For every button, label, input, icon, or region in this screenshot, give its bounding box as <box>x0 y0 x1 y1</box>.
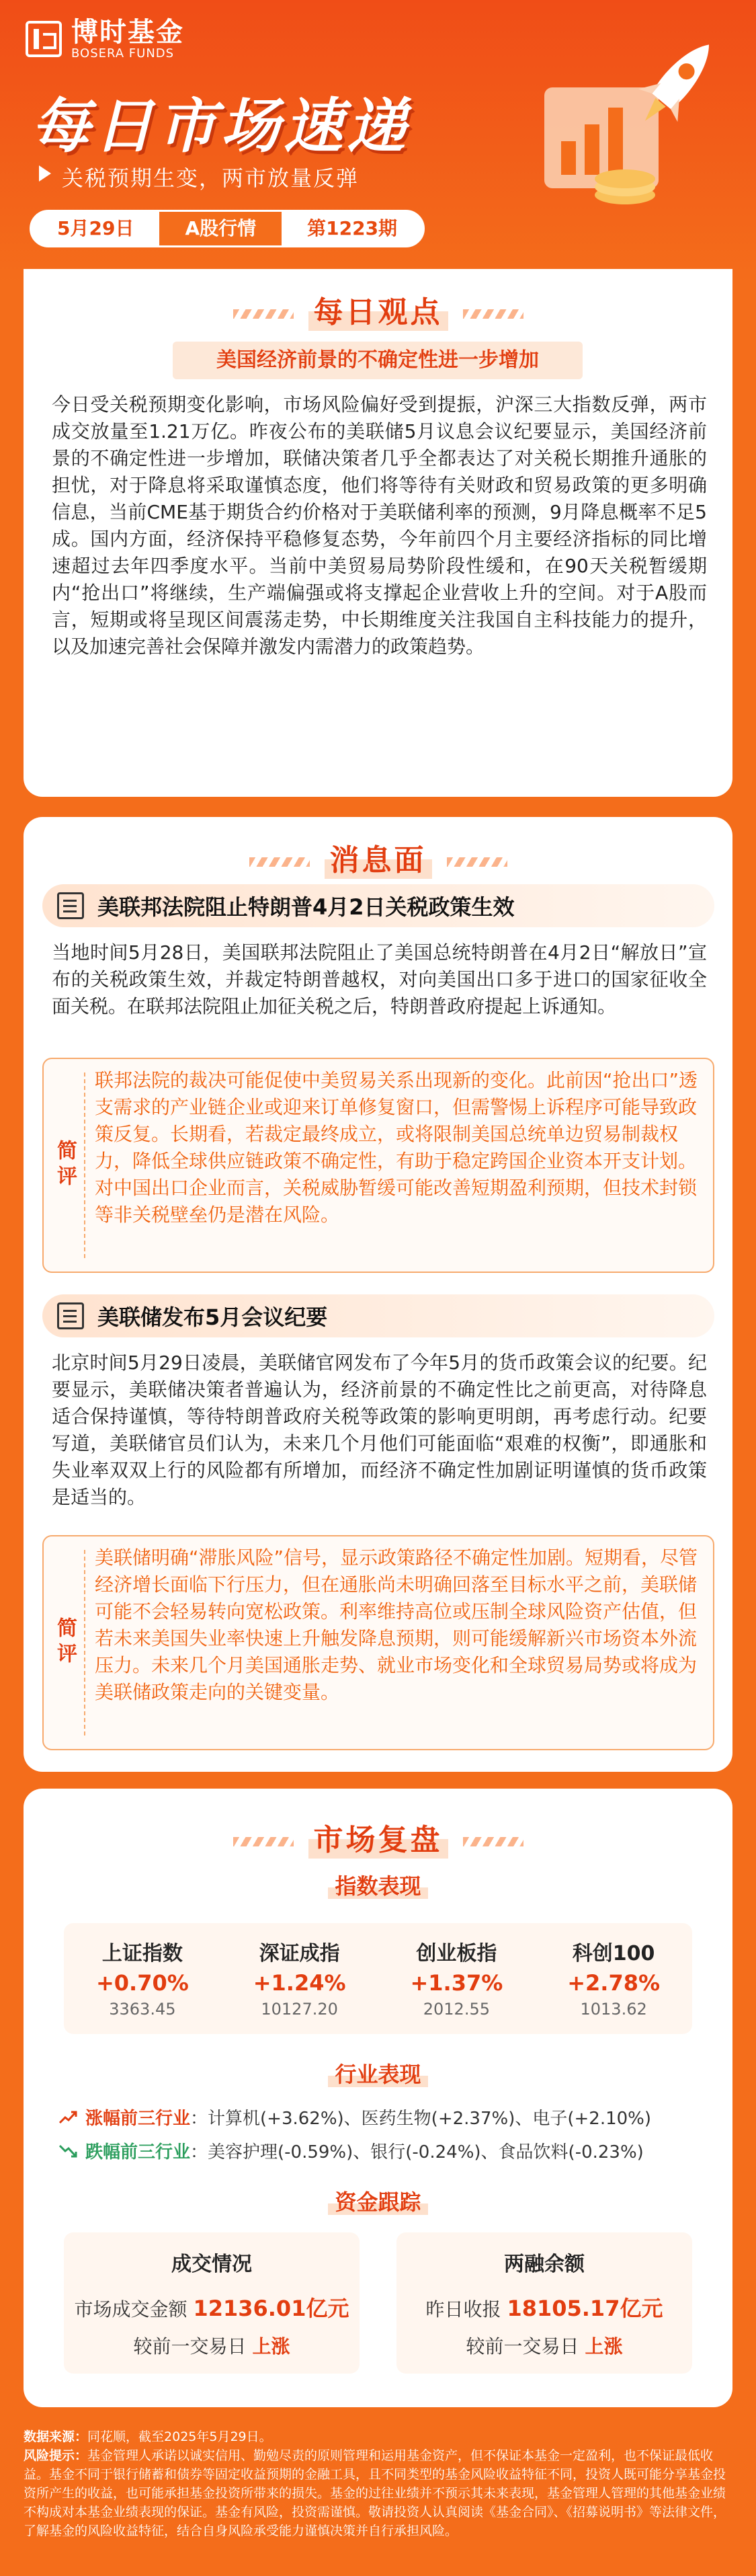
news-comment-box <box>42 1535 714 1750</box>
risk-notice: 风险提示：基金管理人承诺以诚实信用、勤勉尽责的原则管理和运用基金资产，但不保证本基金一定盈利，也不保证最低收益。基金不同于银行储蓄和债券等固定收益预期的金融工具，且不同类型的基金风险收益特征不同，投资人既可能分享基金投资所产生的收益，也可能承担基金投资所带来的损失。基金的过往业绩并不预示其未来表现，基金管理人管理的其他基金业绩不构成对本基金业绩表现的保证。基金有风险，投资需谨慎。敬请投资人认真阅读《基金合同》、《招募说明书》等法律文件，了解基金的风险收益特征，结合自身风险承受能力谨慎决策并自行承担风险。 <box>24 2448 726 2538</box>
turnover-title: 成交情况 <box>171 2253 252 2276</box>
news-section-title: 消息面 <box>24 836 732 879</box>
daily-view-headline: 美国经济前景的不确定性进一步增加 <box>173 342 583 379</box>
index-performance-panel <box>64 1923 692 2034</box>
market-section-title: 市场复盘 <box>24 1816 732 1859</box>
news-comment-text: 联邦法院的裁决可能促使中美贸易关系出现新的变化。此前因“抢出口”透支需求的产业链企业或迎来订单修复窗口，但需警惕上诉程序可能导致政策反复。长期看，若裁定最终成立，或将限制美国总统单边贸易制裁权力，降低全球供应链政策不确定性，有助于稳定跨国企业资本开支计划。对中国出口企业而言，关税威胁暂缓可能改善短期盈利预期，但技术封锁等非关税壁垒仍是潜在风险。 <box>95 1069 698 1226</box>
brand-name-en: BOSERA FUNDS <box>71 46 175 61</box>
margin-title: 两融余额 <box>504 2253 585 2276</box>
index-value: 3363.45 <box>109 2000 176 2019</box>
index-item <box>535 1923 692 2034</box>
industry-top-list: ：计算机(+3.62%)、医药生物(+2.37%)、电子(+2.10%) <box>190 2109 652 2129</box>
turnover-box <box>64 2232 360 2374</box>
issue-number: 第1223期 <box>307 217 398 239</box>
index-change: +0.70% <box>95 1970 189 1996</box>
margin-amount-line: 昨日收报 18105.17亿元 <box>425 2296 663 2321</box>
index-value: 1013.62 <box>580 2000 647 2019</box>
daily-view-card <box>24 269 732 797</box>
industry-bottom-list: ：美容护理(-0.59%)、银行(-0.24%)、食品饮料(-0.23%) <box>190 2142 644 2162</box>
news-item-title: 美联储发布5月会议纪要 <box>97 1304 328 1330</box>
brand-logo <box>26 17 184 61</box>
news-comment-text: 美联储明确“滞胀风险”信号，显示政策路径不确定性加剧。短期看，尽管经济增长面临下行压力，但在通胀尚未明确回落至目标水平之前，美联储可能不会轻易转向宽松政策。利率维持高位或压制全球风险资产估值，但若未来美国失业率快速上升触发降息预期，则可能缓解新兴市场资本外流压力。未来几个月美国通胀走势、就业市场变化和全球贸易局势或将成为美联储政策走向的关键变量。 <box>95 1547 698 1703</box>
turnover-compare-line: 较前一交易日 上涨 <box>133 2335 290 2357</box>
industry-bottom-label: 跌幅前三行业 <box>85 2142 191 2162</box>
index-name: 科创100 <box>572 1942 655 1965</box>
page-title: 每日市场速递 <box>31 91 411 161</box>
index-change: +1.24% <box>253 1970 346 1996</box>
margin-compare-line: 较前一交易日 上涨 <box>466 2335 623 2357</box>
margin-balance-box <box>396 2232 692 2374</box>
industry-subtitle: 行业表现 <box>24 2058 732 2089</box>
comment-label: 简评 <box>44 1536 85 1749</box>
index-name: 上证指数 <box>101 1942 183 1965</box>
header-banner <box>0 0 756 282</box>
index-subtitle: 指数表现 <box>24 1869 732 1900</box>
industry-bottom-row <box>58 2138 644 2163</box>
trend-up-icon <box>58 2109 77 2125</box>
bosera-logo-icon <box>26 21 62 57</box>
news-card <box>24 817 732 1772</box>
footer-disclaimer <box>24 2427 732 2540</box>
news-comment-box <box>42 1058 714 1273</box>
news-item-header <box>42 884 714 927</box>
page-subtitle: 关税预期生变，两市放量反弹 <box>62 161 359 192</box>
industry-top-row <box>58 2105 651 2130</box>
document-icon <box>57 1302 84 1329</box>
fund-subtitle: 资金跟踪 <box>24 2185 732 2216</box>
news-item-text: 当地时间5月28日，美国联邦法院阻止了美国总统特朗普在4月2日“解放日”宣布的关税政策生效，并裁定特朗普越权，对向美国出口多于进口的国家征收全面关税。在联邦法院阻止加征关税之后，特朗普政府提起上诉通知。 <box>52 941 707 1017</box>
issue-tag-bar <box>30 210 425 247</box>
news-item-header <box>42 1294 714 1337</box>
data-source: 数据来源：同花顺，截至2025年5月29日。 <box>24 2429 272 2444</box>
document-icon <box>57 892 84 919</box>
turnover-amount-line: 市场成交金额 12136.01亿元 <box>74 2296 349 2321</box>
index-item <box>378 1923 536 2034</box>
brand-name-cn: 博时基金 <box>71 17 184 48</box>
index-item <box>64 1923 221 2034</box>
industry-top-label: 涨幅前三行业 <box>85 2109 191 2129</box>
index-change: +2.78% <box>567 1970 661 1996</box>
trend-down-icon <box>58 2143 77 2159</box>
daily-view-title: 每日观点 <box>24 288 732 331</box>
rocket-chart-illustration-icon <box>524 27 739 229</box>
index-name: 创业板指 <box>416 1942 497 1965</box>
issue-category: A股行情 <box>159 212 282 245</box>
index-value: 10127.20 <box>261 2000 338 2019</box>
index-change: +1.37% <box>410 1970 503 1996</box>
market-review-card <box>24 1789 732 2407</box>
news-item-text: 北京时间5月29日凌晨，美联储官网发布了今年5月的货币政策会议的纪要。纪要显示，美联储决策者普遍认为，经济前景的不确定性比之前更高，对待降息适合保持谨慎，等待特朗普政府关税等政策的影响更明朗，再考虑行动。纪要写道，美联储官员们认为，未来几个月他们可能面临“艰难的权衡”，即通胀和失业率双双上行的风险都有所增加，而经济不确定性加剧证明谨慎的货币政策是适当的。 <box>52 1352 707 1508</box>
daily-view-text: 今日受关税预期变化影响，市场风险偏好受到提振，沪深三大指数反弹，两市成交放量至1.21万亿。昨夜公布的美联储5月议息会议纪要显示，美国经济前景的不确定性进一步增加，联储决策者几乎全都表达了对关税长期推升通胀的担忧，对于降息将采取谨慎态度，他们将等待有关财政和贸易政策的更多明确信息，当前CME基于期货合约价格对于美联储利率的预测，9月降息概率不足5成。国内方面，经济保持平稳修复态势，今年前四个月主要经济指标的同比增速超过去年四季度水平。当前中美贸易局势阶段性缓和，在90天关税暂缓期内“抢出口”将继续，生产端偏强或将支撑起企业营收上升的空间。对于A股而言，短期或将呈现区间震荡走势，中长期维度关注我国自主科技能力的提升，以及加速完善社会保障并激发内需潜力的政策趋势。 <box>52 393 707 658</box>
comment-label: 简评 <box>44 1059 85 1272</box>
index-name: 深证成指 <box>259 1942 340 1965</box>
index-item <box>221 1923 378 2034</box>
issue-date: 5月29日 <box>57 217 134 239</box>
index-value: 2012.55 <box>423 2000 490 2019</box>
news-item-title: 美联邦法院阻止特朗普4月2日关税政策生效 <box>97 894 515 920</box>
